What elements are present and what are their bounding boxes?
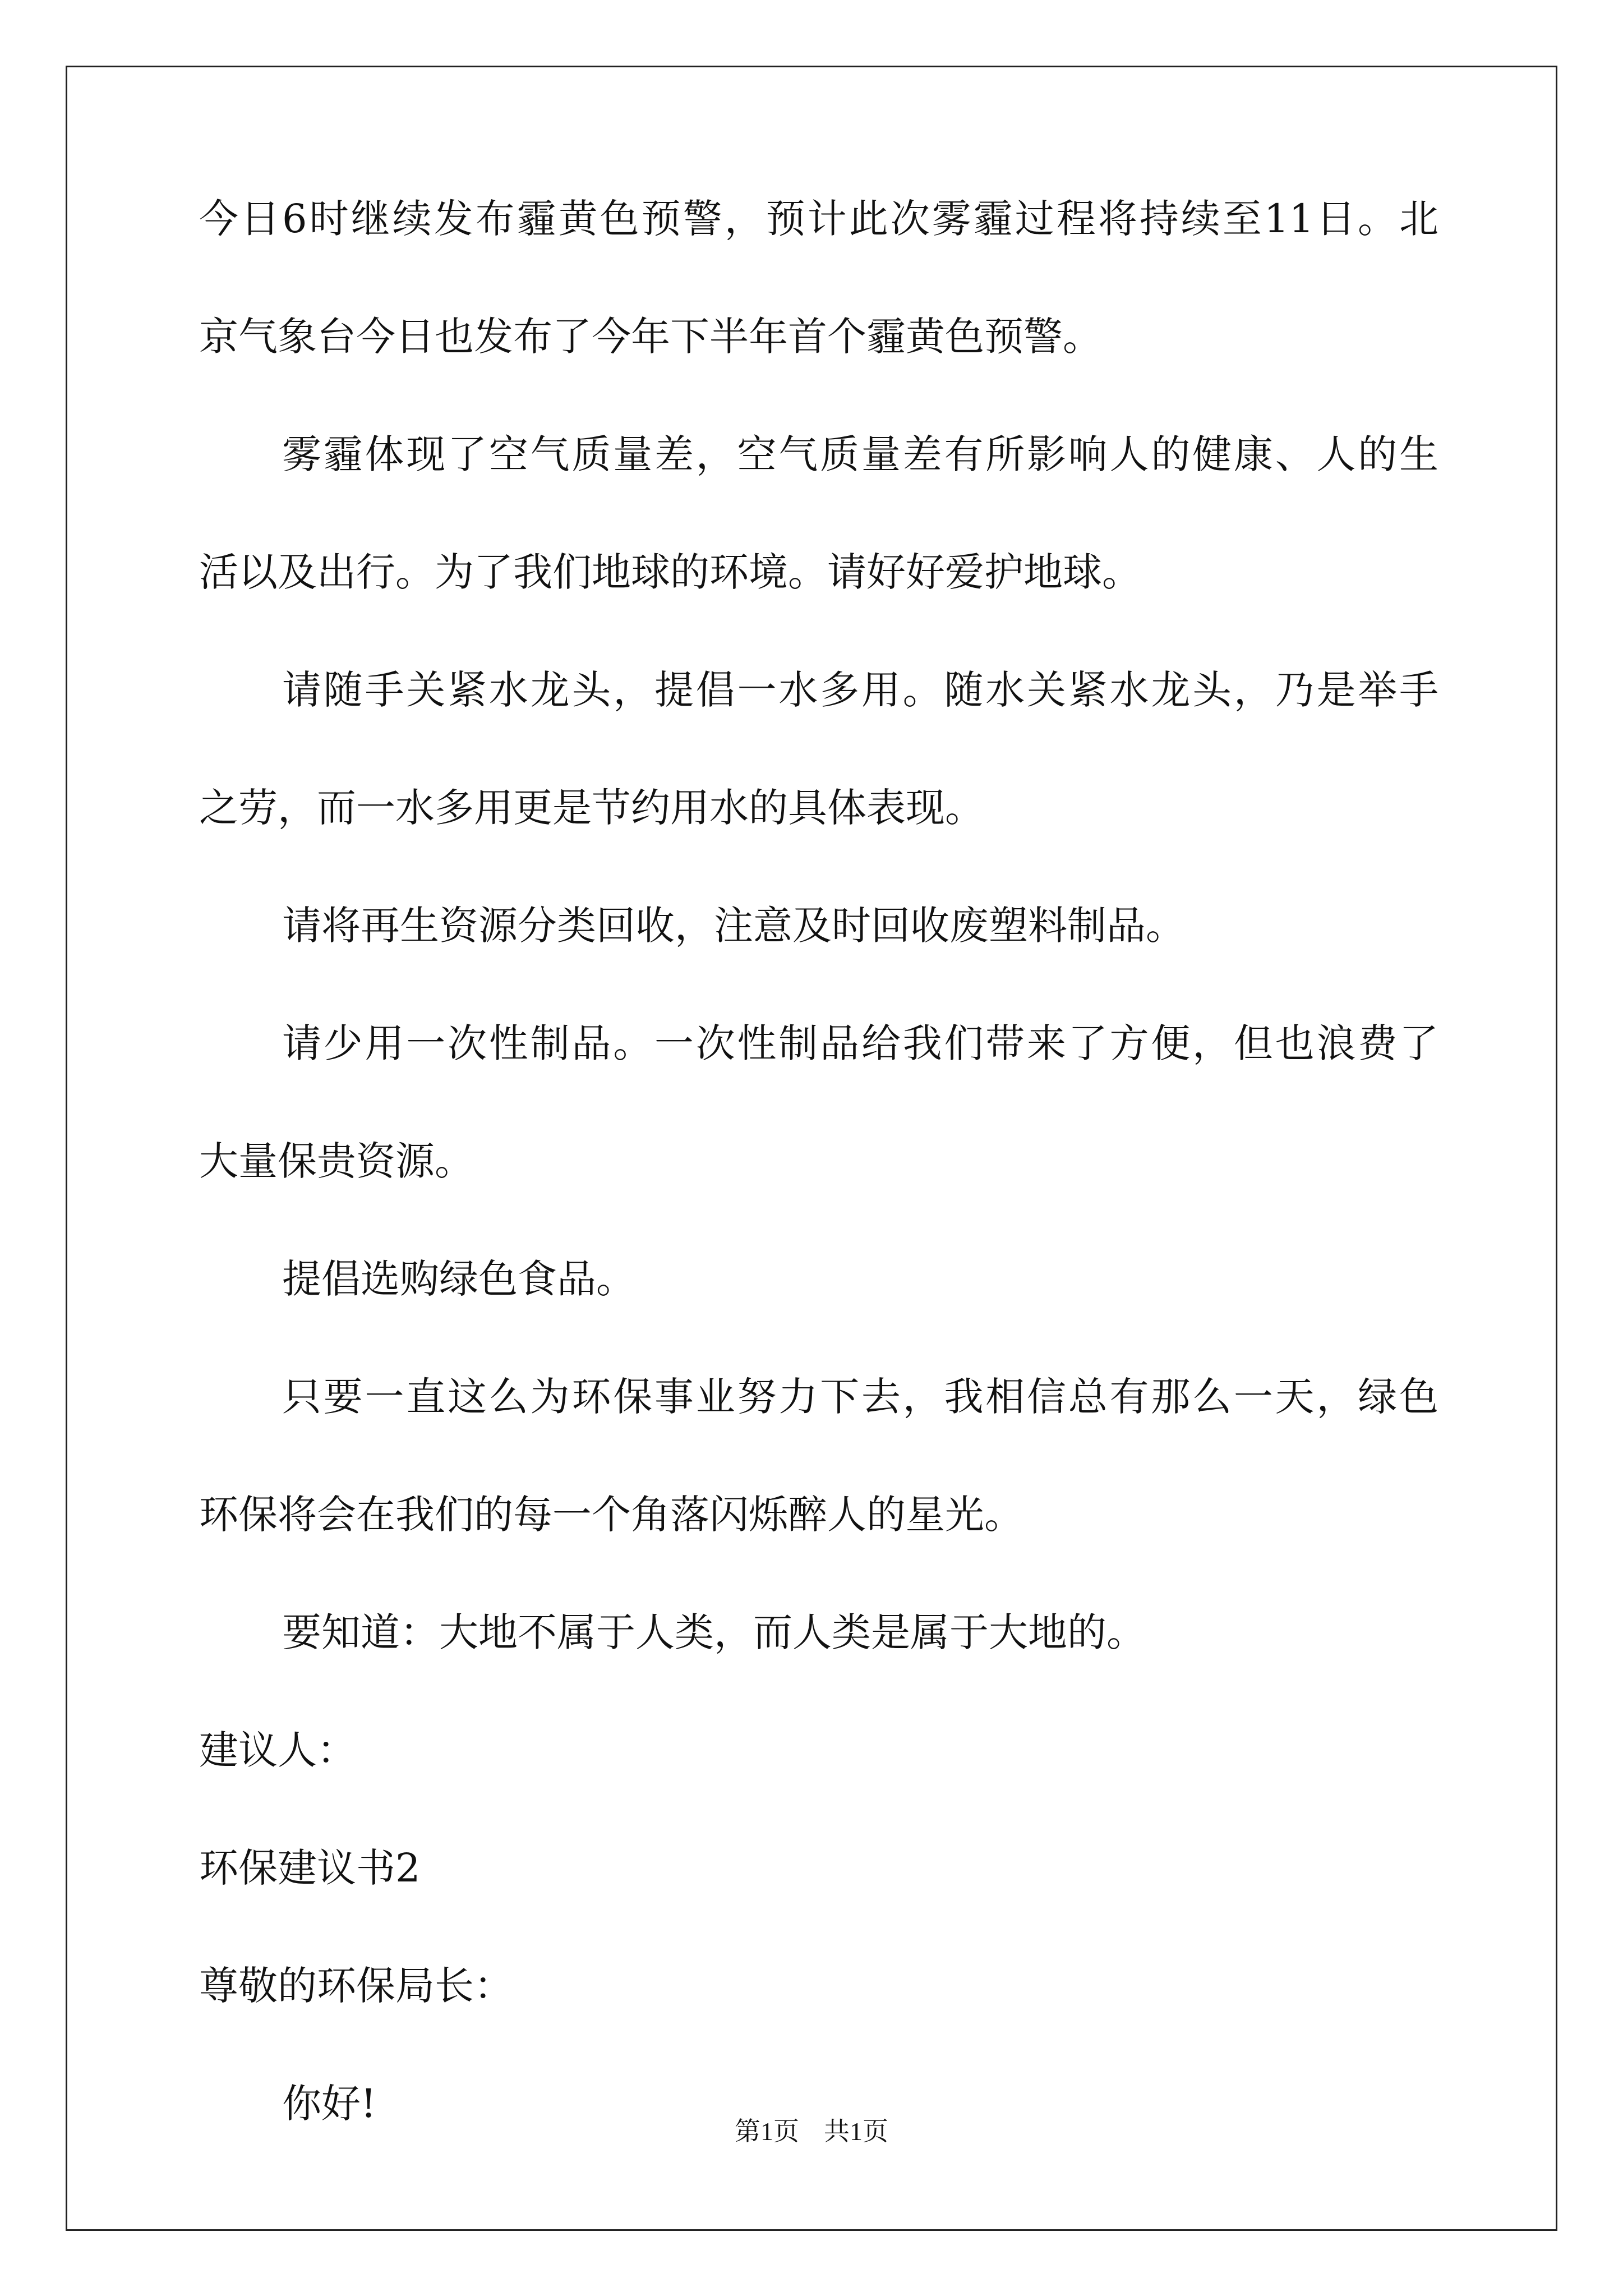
signature-label: 建议人： (199, 1727, 356, 1773)
page-number: 第1页 (735, 2117, 799, 2146)
paragraph-line: 大量保贵资源。 (199, 1138, 474, 1184)
paragraph-line: 只要一直这么为环保事业努力下去，我相信总有那么一天，绿色 (282, 1374, 1438, 1420)
salutation: 尊敬的环保局长： (199, 1963, 513, 2009)
page-footer (0, 2111, 1623, 2148)
document-body (199, 196, 1438, 2202)
paragraph-line: 活以及出行。为了我们地球的环境。请好好爱护地球。 (199, 549, 1141, 595)
paragraph-line: 今日6时继续发布霾黄色预警，预计此次雾霾过程将持续至11日。北 (199, 196, 1438, 242)
greeting: 你好! (282, 2081, 377, 2127)
paragraph-line: 请少用一次性制品。一次性制品给我们带来了方便，但也浪费了 (282, 1020, 1438, 1066)
page-total: 共1页 (824, 2117, 888, 2146)
paragraph-line: 请将再生资源分类回收，注意及时回收废塑料制品。 (282, 903, 1185, 949)
section-title: 环保建议书2 (199, 1845, 421, 1891)
paragraph-line: 环保将会在我们的每一个角落闪烁醉人的星光。 (199, 1492, 1023, 1538)
paragraph-line: 雾霾体现了空气质量差，空气质量差有所影响人的健康、人的生 (282, 431, 1438, 477)
paragraph-line: 提倡选购绿色食品。 (282, 1256, 635, 1302)
paragraph-line: 请随手关紧水龙头，提倡一水多用。随水关紧水龙头，乃是举手 (282, 667, 1438, 713)
paragraph-line: 京气象台今日也发布了今年下半年首个霾黄色预警。 (199, 314, 1102, 360)
paragraph-line: 之劳，而一水多用更是节约用水的具体表现。 (199, 785, 984, 831)
paragraph-line: 要知道：大地不属于人类，而人类是属于大地的。 (282, 1609, 1146, 1655)
